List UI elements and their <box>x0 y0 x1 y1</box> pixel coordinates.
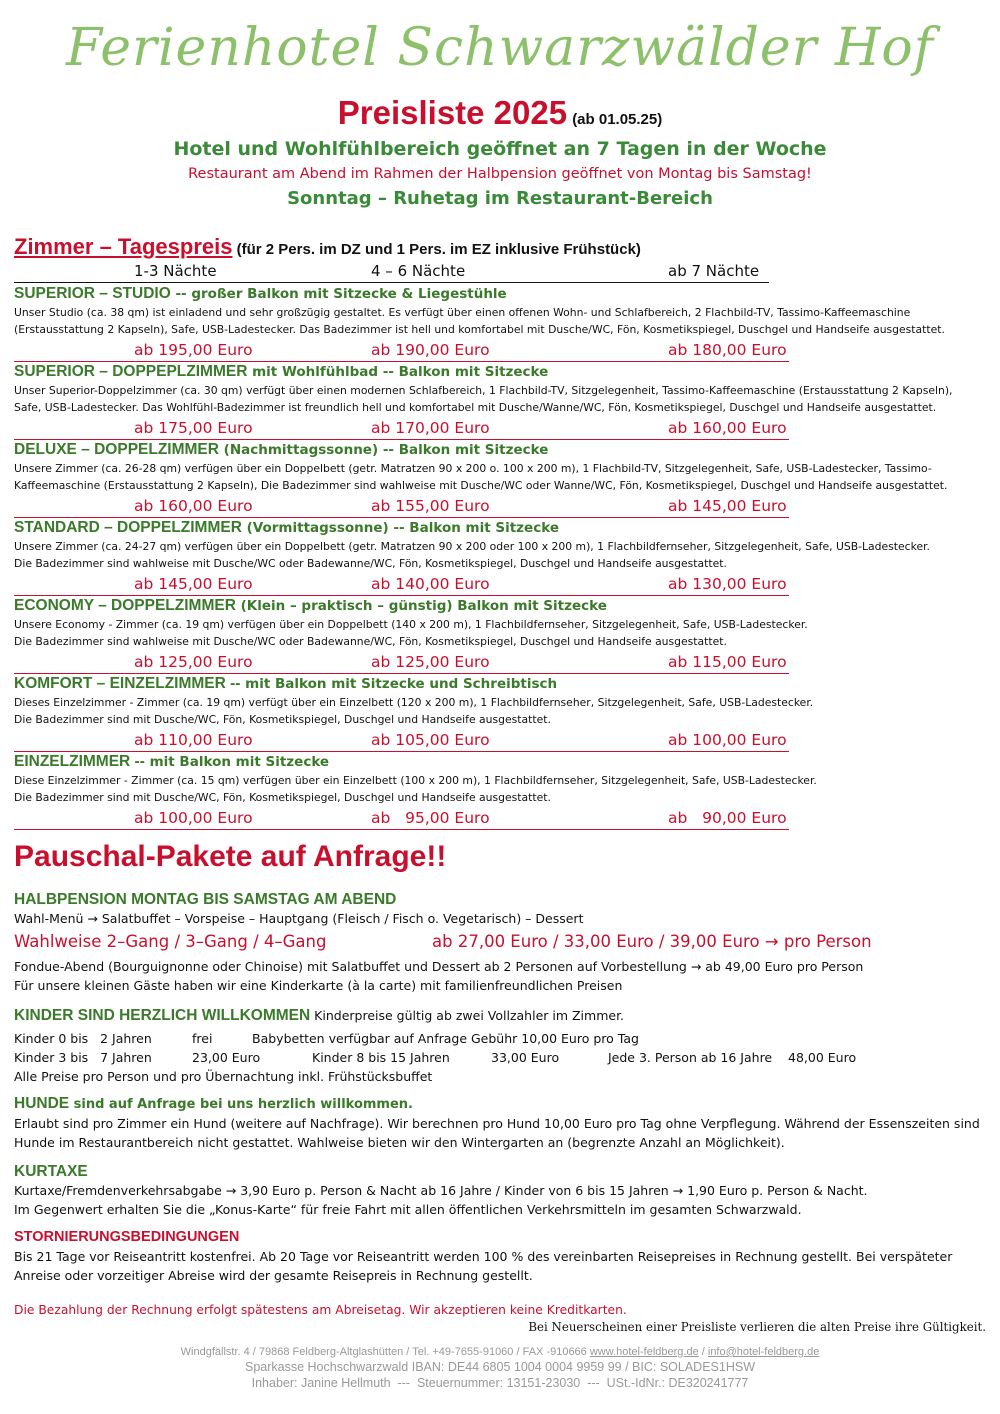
price-7plus: ab 90,00 Euro <box>668 809 787 827</box>
room-desc-line: Diese Einzelzimmer - Zimmer (ca. 15 qm) verfügen über ein Einzelbett (100 x 200 m), 1 Flachbildfernseher, Sitzgelegenheit, Safe, USB-Ladestecker. <box>14 774 817 787</box>
hotel-name: Ferienhotel Schwarzwälder Hof <box>66 18 934 78</box>
room-desc-line: (Erstausstattung 2 Kapseln), Safe, USB-Ladestecker. Das Badezimmer ist hell und komfortabel mit Dusche/WC, Fön, Kosmetikspiegel, Duschgel und Handseife ausgestattet. <box>14 323 945 336</box>
kinder-note: Kinderpreise gültig ab zwei Vollzahler im Zimmer. <box>310 1008 625 1023</box>
room-desc-line: Die Badezimmer sind wahlweise mit Dusche/WC oder Badewanne/WC, Fön, Kosmetikspiegel, Duschgel und Handseife ausgestattet. <box>14 557 727 570</box>
halbpension-menu: Wahl-Menü → Salatbuffet – Vorspeise – Hauptgang (Fleisch / Fisch o. Vegetarisch) – Dessert <box>14 911 584 926</box>
room-name: ECONOMY – DOPPELZIMMER <box>14 597 236 614</box>
room-deluxe-doppelzimmer <box>14 441 986 518</box>
price-7plus: ab 130,00 Euro <box>668 575 787 593</box>
room-prices <box>14 339 789 362</box>
price-4-6: ab 190,00 Euro <box>371 341 490 359</box>
footer-address <box>0 1346 1000 1358</box>
room-prices <box>14 495 789 518</box>
room-tag: mit Balkon mit Sitzecke <box>144 754 330 770</box>
halbpension-section <box>14 890 989 995</box>
price-4-6: ab 155,00 Euro <box>371 497 490 515</box>
room-tag: -- großer Balkon mit Sitzecke & Liegestühle <box>170 286 507 302</box>
room-standard-doppelzimmer <box>14 519 986 596</box>
room-desc-line: Die Badezimmer sind wahlweise mit Dusche/WC oder Badewanne/WC, Fön, Kosmetikspiegel, Duschgel und Handseife ausgestattet. <box>14 635 727 648</box>
room-desc-line: Unsere Zimmer (ca. 26-28 qm) verfügen über ein Doppelbett (getr. Matratzen 90 x 200 o. 100 x 200 m), 1 Flachbild-TV, Sitzgelegenheit, Safe, USB-Ladestecker, Tassimo- <box>14 462 932 475</box>
hunde-subtitle: sind auf Anfrage bei uns herzlich willkommen. <box>69 1097 413 1112</box>
price-1-3: ab 145,00 Euro <box>134 575 253 593</box>
room-name: STANDARD – DOPPELZIMMER <box>14 519 242 536</box>
room-desc-line: Safe, USB-Ladestecker. Das Wohlfühl-Badezimmer ist freundlich hell und komfortabel mit Dusche/Wanne/WC, Fön, Kosmetikspiegel, Duschgel und Handseife ausgestattet. <box>14 401 937 414</box>
room-name: SUPERIOR – STUDIO <box>14 285 171 302</box>
price-list-title <box>0 94 1000 132</box>
nights-col-1: 1-3 Nächte <box>134 262 217 280</box>
room-desc-line: Unsere Zimmer (ca. 24-27 qm) verfügen über ein Doppelbett (getr. Matratzen 90 x 200 oder 100 x 200 m), 1 Flachbildfernseher, Sitzgelegenheit, Safe, USB-Ladestecker. <box>14 540 930 553</box>
title-date-note: (ab 01.05.25) <box>572 111 663 128</box>
price-7plus: ab 145,00 Euro <box>668 497 787 515</box>
validity-note: Bei Neuerscheinen einer Preisliste verlieren die alten Preise ihre Gültigkeit. <box>528 1320 986 1334</box>
price-4-6: ab 170,00 Euro <box>371 419 490 437</box>
room-tag: mit Wohlfühlbad -- Balkon mit Sitzecke <box>247 364 549 380</box>
price-1-3: ab 110,00 Euro <box>134 731 253 749</box>
room-prices <box>14 729 789 752</box>
storno-text-line: Bis 21 Tage vor Reiseantritt kostenfrei. Ab 20 Tage vor Reiseantritt werden 100 % des vereinbarten Reisepreises in Rechnung gestellt. Bei verspäteter <box>14 1249 953 1264</box>
price-1-3: ab 160,00 Euro <box>134 497 253 515</box>
room-desc-line: Unsere Economy - Zimmer (ca. 19 qm) verfügen über ein Doppelbett (140 x 200 m), 1 Flachbildfernseher, Sitzgelegenheit, Safe, USB-Ladestecker. <box>14 618 808 631</box>
restaurant-line: Restaurant am Abend im Rahmen der Halbpension geöffnet von Montag bis Samstag! <box>188 166 812 182</box>
price-1-3: ab 100,00 Euro <box>134 809 253 827</box>
room-superior-studio <box>14 285 986 362</box>
kinder-all-prices-note: Alle Preise pro Person und pro Übernachtung inkl. Frühstücksbuffet <box>14 1069 433 1084</box>
gang-prices: ab 27,00 Euro / 33,00 Euro / 39,00 Euro → pro Person <box>432 932 872 951</box>
nights-col-2: 4 – 6 Nächte <box>371 262 466 280</box>
room-superior-doppelzimmer <box>14 363 986 440</box>
kinder-price-8-15: 33,00 Euro <box>491 1050 560 1065</box>
third-person-label: Jede 3. Person ab 16 Jahre <box>608 1050 773 1065</box>
room-economy-doppelzimmer <box>14 597 986 674</box>
page-title: Preisliste 2025 <box>337 94 568 131</box>
room-prices <box>14 573 789 596</box>
hunde-section <box>14 1094 989 1152</box>
price-7plus: ab 100,00 Euro <box>668 731 787 749</box>
nights-header <box>14 262 769 283</box>
kurtaxe-text-line: Im Gegenwert erhalten Sie die „Konus-Karte“ für freie Fahrt mit allen öffentlichen Verkehrsmitteln im gesamten Schwarzwald. <box>14 1202 802 1217</box>
packages-heading: Pauschal-Pakete auf Anfrage!! <box>14 840 447 873</box>
price-4-6: ab 125,00 Euro <box>371 653 490 671</box>
opening-line: Hotel und Wohlfühlbereich geöffnet an 7 Tagen in der Woche <box>173 138 827 160</box>
room-desc-line: Unser Studio (ca. 38 qm) ist einladend und sehr großzügig gestaltet. Es verfügt über einen offenen Wohn- und Schlafbereich, 2 Flachbild-TV, Tassimo-Kaffeemaschine <box>14 306 911 319</box>
third-person-price: 48,00 Euro <box>788 1050 857 1065</box>
nights-col-3: ab 7 Nächte <box>668 262 760 280</box>
room-prices <box>14 651 789 674</box>
price-7plus: ab 180,00 Euro <box>668 341 787 359</box>
room-rates-subtitle: (für 2 Pers. im DZ und 1 Pers. im EZ inklusive Frühstück) <box>232 241 641 258</box>
payment-note: Die Bezahlung der Rechnung erfolgt spätestens am Abreisetag. Wir akzeptieren keine Kreditkarten. <box>14 1303 627 1317</box>
hunde-text-line: Hunde im Restaurantbereich nicht gestattet. Wahlweise bieten wir den Wintergarten an (begrenzte Anzahl an Möglichkeit). <box>14 1135 785 1150</box>
ruhetag-line: Sonntag – Ruhetag im Restaurant-Bereich <box>287 188 713 209</box>
kurtaxe-text-line: Kurtaxe/Fremdenverkehrsabgabe → 3,90 Euro p. Person & Nacht ab 16 Jahre / Kinder von 6 bis 15 Jahren → 1,90 Euro p. Person & Nacht. <box>14 1183 868 1198</box>
storno-text-line: Anreise oder vorzeitiger Abreise wird der gesamte Reisepreis in Rechnung gestellt. <box>14 1268 533 1283</box>
room-prices <box>14 807 789 830</box>
room-tag: (Nachmittagssonne) -- Balkon mit Sitzecke <box>218 442 549 458</box>
kurtaxe-title: KURTAXE <box>14 1163 88 1180</box>
footer-owner: Inhaber: Janine Hellmuth --- Steuernummer: 13151-23030 --- USt.-IdNr.: DE320241777 <box>251 1376 749 1390</box>
kinder-age-8-15: Kinder 8 bis 15 Jahren <box>312 1050 450 1065</box>
kinder-age-3-7: Kinder 3 bis 7 Jahren <box>14 1050 152 1065</box>
price-1-3: ab 125,00 Euro <box>134 653 253 671</box>
room-einzelzimmer <box>14 753 986 830</box>
halbpension-title: HALBPENSION MONTAG BIS SAMSTAG AM ABEND <box>14 891 397 908</box>
room-tag: mit Balkon mit Sitzecke und Schreibtisch <box>240 676 558 692</box>
kurtaxe-section <box>14 1162 989 1219</box>
price-1-3: ab 195,00 Euro <box>134 341 253 359</box>
kinder-price-0-2: frei <box>192 1031 213 1046</box>
hunde-title: HUNDE <box>14 1095 70 1112</box>
gang-options: Wahlweise 2–Gang / 3–Gang / 4–Gang <box>14 932 327 951</box>
price-1-3: ab 175,00 Euro <box>134 419 253 437</box>
room-rates-heading <box>14 234 641 260</box>
room-prices <box>14 417 789 440</box>
price-4-6: ab 95,00 Euro <box>371 809 490 827</box>
babybett-note: Babybetten verfügbar auf Anfrage Gebühr 10,00 Euro pro Tag <box>252 1031 639 1046</box>
room-name: KOMFORT – EINZELZIMMER -- <box>14 675 241 692</box>
footer-web-link[interactable]: www.hotel-feldberg.de <box>589 1346 699 1358</box>
kinder-section <box>14 1006 989 1086</box>
fondue-line: Fondue-Abend (Bourguignonne oder Chinoise) mit Salatbuffet und Dessert ab 2 Personen auf Vorbestellung → ab 49,00 Euro pro Person <box>14 959 864 974</box>
kids-menu-line: Für unsere kleinen Gäste haben wir eine Kinderkarte (à la carte) mit familienfreundlichen Preisen <box>14 978 623 993</box>
price-7plus: ab 160,00 Euro <box>668 419 787 437</box>
room-name: SUPERIOR – DOPPEPLZIMMER <box>14 363 248 380</box>
price-4-6: ab 105,00 Euro <box>371 731 490 749</box>
footer-bank: Sparkasse Hochschwarzwald IBAN: DE44 6805 1004 0004 9959 99 / BIC: SOLADES1HSW <box>245 1360 755 1374</box>
price-4-6: ab 140,00 Euro <box>371 575 490 593</box>
kinder-age-0-2: Kinder 0 bis 2 Jahren <box>14 1031 152 1046</box>
room-name: EINZELZIMMER -- <box>14 753 145 770</box>
room-desc-line: Dieses Einzelzimmer - Zimmer (ca. 19 qm) verfügt über ein Einzelbett (120 x 200 m), 1 Flachbildfernseher, Sitzgelegenheit, Safe, USB-Ladestecker. <box>14 696 814 709</box>
hunde-text-line: Erlaubt sind pro Zimmer ein Hund (weitere auf Nachfrage). Wir berechnen pro Hund 10,00 Euro pro Tag ohne Verpflegung. Während der Essenszeiten sind <box>14 1116 980 1131</box>
storno-title: STORNIERUNGSBEDINGUNGEN <box>14 1229 240 1245</box>
room-desc-line: Kaffeemaschine (Erstausstattung 2 Kapseln), Die Badezimmer sind wahlweise mit Dusche/WC oder Wanne/WC, Fön, Kosmetikspiegel, Duschgel und Handseife ausgestattet. <box>14 479 948 492</box>
kinder-price-3-7: 23,00 Euro <box>192 1050 261 1065</box>
room-tag: (Klein – praktisch – günstig) Balkon mit Sitzecke <box>235 598 607 614</box>
footer-sep: / <box>698 1346 708 1358</box>
kinder-title: KINDER SIND HERZLICH WILLKOMMEN <box>14 1007 311 1024</box>
room-name: DELUXE – DOPPELZIMMER <box>14 441 219 458</box>
room-rates-title: Zimmer – Tagespreis <box>14 234 233 259</box>
storno-section <box>14 1228 989 1285</box>
footer-address-text: Windgfällstr. 4 / 79868 Feldberg-Altglashütten / Tel. +49-7655-91060 / FAX -910666 <box>180 1346 590 1358</box>
room-tag: (Vormittagssonne) -- Balkon mit Sitzecke <box>241 520 559 536</box>
room-komfort-einzelzimmer <box>14 675 986 752</box>
room-desc-line: Die Badezimmer sind mit Dusche/WC, Fön, Kosmetikspiegel, Duschgel und Handseife ausgestattet. <box>14 713 551 726</box>
room-desc-line: Unser Superior-Doppelzimmer (ca. 30 qm) verfügt über einen modernen Schlafbereich, 1 Flachbild-TV, Sitzgelegenheit, Tassimo-Kaffeemaschine (Erstausstattung 2 Kapseln), <box>14 384 953 397</box>
room-desc-line: Die Badezimmer sind mit Dusche/WC, Fön, Kosmetikspiegel, Duschgel und Handseife ausgestattet. <box>14 791 551 804</box>
footer-email-link[interactable]: info@hotel-feldberg.de <box>707 1346 820 1358</box>
price-7plus: ab 115,00 Euro <box>668 653 787 671</box>
